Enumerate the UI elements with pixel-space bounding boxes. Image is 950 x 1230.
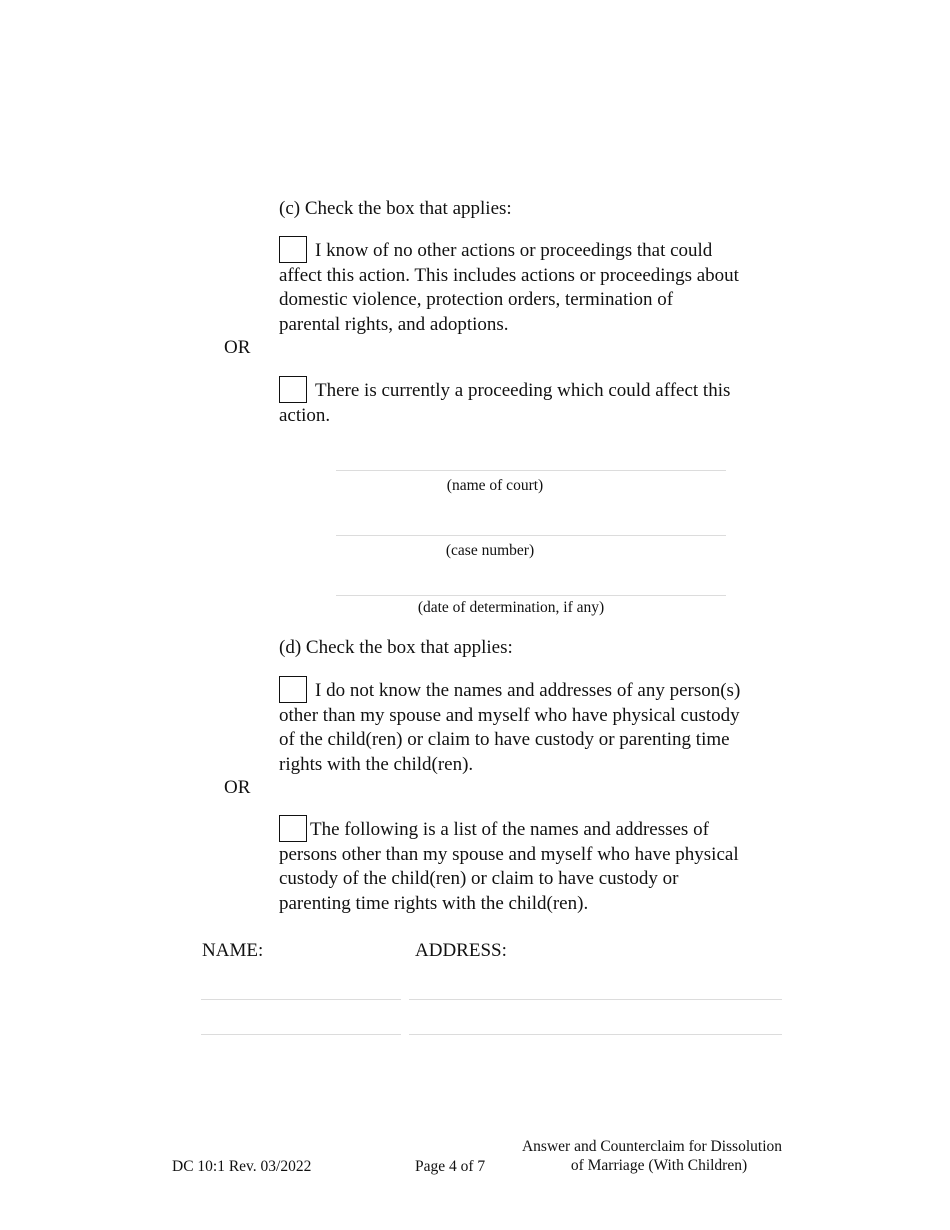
section-d-option-2-checkbox[interactable] [279, 815, 307, 842]
section-d-option-1 [279, 676, 741, 777]
name-field-row-1[interactable] [201, 999, 401, 1000]
footer-form-id: DC 10:1 Rev. 03/2022 [172, 1158, 312, 1175]
name-field-row-2[interactable] [201, 1034, 401, 1035]
section-d-option-2 [279, 815, 741, 916]
footer-form-title [520, 1137, 784, 1175]
section-c-heading: (c) Check the box that applies: [279, 198, 512, 219]
footer-form-title-line-2: of Marriage (With Children) [570, 1157, 748, 1174]
section-c-option-2-checkbox[interactable] [279, 376, 307, 403]
section-c-option-1-checkbox[interactable] [279, 236, 307, 263]
address-column-header: ADDRESS: [415, 940, 507, 961]
section-c-option-1 [279, 236, 739, 337]
name-column-header: NAME: [202, 940, 264, 961]
section-d-or-label: OR [224, 777, 251, 798]
section-c-or-label: OR [224, 337, 251, 358]
section-d-option-1-checkbox[interactable] [279, 676, 307, 703]
section-d-heading: (d) Check the box that applies: [279, 637, 513, 658]
case-number-field[interactable] [336, 535, 726, 536]
section-d-option-2-text: The following is a list of the names and addresses of persons other than my spouse and myself who have physical custody of the child(ren) or claim to have custody or parenting time rights with the child(ren). [279, 819, 739, 914]
footer-page-number: Page 4 of 7 [415, 1158, 486, 1175]
address-field-row-2[interactable] [409, 1034, 782, 1035]
section-c-option-2-text: There is currently a proceeding which could affect this action. [279, 380, 731, 426]
footer-form-title-line-1: Answer and Counterclaim for Dissolution [521, 1138, 782, 1155]
determination-date-field[interactable] [336, 595, 726, 596]
determination-date-label: (date of determination, if any) [417, 599, 605, 616]
court-name-field[interactable] [336, 470, 726, 471]
section-d-option-1-text: I do not know the names and addresses of any person(s) other than my spouse and myself who have physical custody of the child(ren) or claim to have custody or parenting time rights with the child(ren). [279, 680, 741, 775]
court-name-label: (name of court) [446, 477, 544, 494]
case-number-label: (case number) [445, 542, 535, 559]
section-c-option-1-text: I know of no other actions or proceedings that could affect this action. This includes actions or proceedings about domestic violence, protection orders, termination of parental rights, and adoptions. [279, 240, 739, 335]
address-field-row-1[interactable] [409, 999, 782, 1000]
section-c-option-2 [279, 376, 739, 428]
